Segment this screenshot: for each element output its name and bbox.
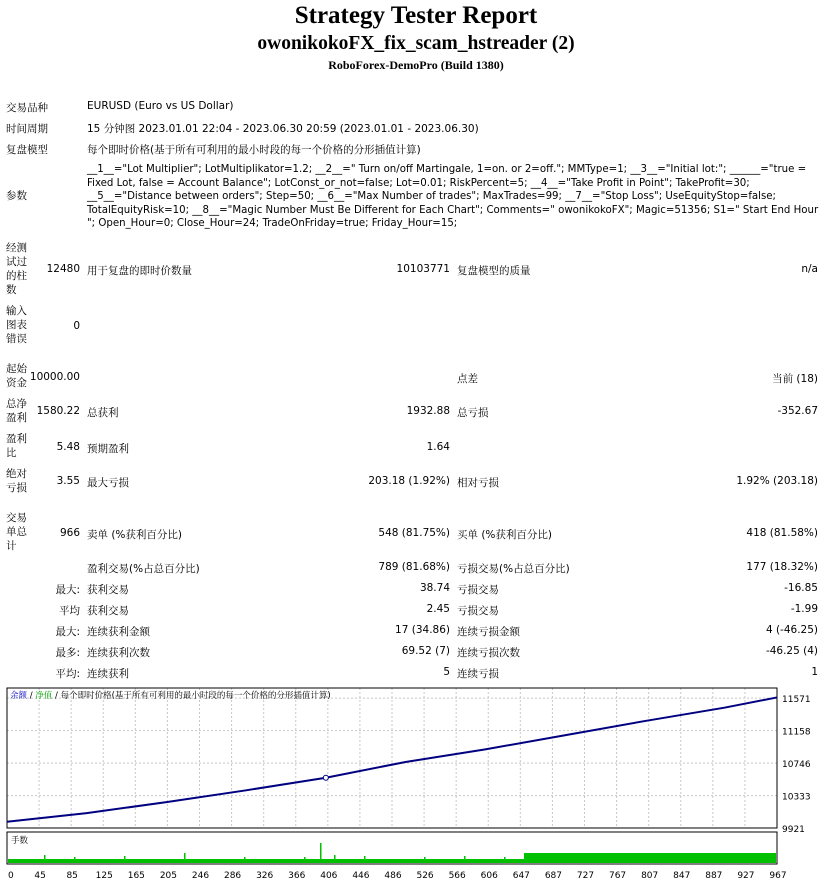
- volume-bar: [74, 857, 76, 863]
- payoff-label: 预期盈利: [87, 443, 129, 455]
- profit-trades-value: 789 (81.68%): [378, 561, 450, 573]
- bars-value: 12480: [46, 263, 80, 275]
- average-profit-value: 2.45: [426, 603, 450, 615]
- absdd-value: 3.55: [56, 475, 80, 487]
- legend-equity: 净值: [35, 691, 53, 701]
- average-profit-label: 获利交易: [87, 605, 129, 617]
- server-build: RoboForex-DemoPro (Build 1380): [328, 58, 504, 72]
- maxcons-label: 最大:: [55, 626, 80, 638]
- model-label: 复盘模型: [6, 144, 48, 156]
- chart-legend: [10, 690, 331, 701]
- spread-value: 当前 (18): [772, 373, 818, 385]
- ticks-value: 10103771: [396, 263, 450, 275]
- balance-marker: [323, 775, 328, 780]
- largest-loss-label: 亏损交易: [457, 584, 499, 596]
- netprofit-value: 1580.22: [36, 405, 80, 417]
- x-tick-label: 85: [66, 871, 78, 881]
- volume-bar: [464, 856, 466, 863]
- y-tick-label: 10333: [782, 792, 811, 803]
- avgcons-wins-label: 连续获利: [87, 668, 129, 680]
- volume-bar: [504, 857, 506, 863]
- report-title: Strategy Tester Report: [294, 2, 538, 29]
- maxdd-value: 203.18 (1.92%): [368, 475, 450, 487]
- y-tick-label: 10746: [782, 760, 811, 771]
- period-value: 15 分钟图 2023.01.01 22:04 - 2023.06.30 20:59 (2023.01.01 - 2023.06.30): [87, 123, 479, 135]
- maxcons-losses-label: 连续亏损金额: [457, 626, 520, 638]
- grossprofit-value: 1932.88: [406, 405, 450, 417]
- volume-bar: [364, 856, 366, 863]
- volume-bar: [744, 857, 746, 863]
- quality-label: 复盘模型的质量: [457, 265, 531, 277]
- avgcons-label: 平均:: [55, 668, 80, 680]
- volume-label: 手数: [11, 836, 29, 846]
- volume-bar: [334, 855, 336, 863]
- volume-block: [524, 853, 776, 863]
- pf-value: 5.48: [56, 441, 80, 453]
- average-loss-value: -1.99: [790, 603, 818, 615]
- legend-balance: 余额: [10, 691, 28, 701]
- maxcons-wins-value: 17 (34.86): [395, 624, 450, 636]
- reldd-label: 相对亏损: [457, 477, 499, 489]
- maxamt-label: 最多:: [55, 647, 80, 659]
- balance-chart: [4, 686, 830, 890]
- largest-profit-value: 38.74: [419, 582, 450, 594]
- legend-model: 每个即时价格(基于所有可利用的最小时段的每一个价格的分形插值计算): [60, 691, 331, 701]
- x-tick-label: 366: [288, 871, 306, 881]
- x-tick-label: 767: [608, 871, 627, 881]
- absdd-label: 绝对 亏损: [6, 468, 27, 494]
- y-tick-label: 11571: [782, 695, 811, 706]
- period-label: 时间周期: [6, 123, 48, 135]
- y-tick-label: 9921: [782, 825, 805, 835]
- deposit-value: 10000.00: [29, 371, 80, 383]
- x-tick-label: 246: [191, 871, 210, 881]
- spread-label: 点差: [457, 373, 478, 385]
- legend-sep-2: /: [52, 691, 61, 701]
- volume-bar: [564, 858, 566, 863]
- short-value: 548 (81.75%): [378, 527, 450, 539]
- grossloss-label: 总亏损: [457, 407, 489, 419]
- maxamt-losses-label: 连续亏损次数: [457, 647, 520, 659]
- grossprofit-label: 总获利: [87, 407, 119, 419]
- profit-trades-label: 盈利交易(%占总百分比): [87, 563, 200, 575]
- x-tick-label: 807: [641, 871, 659, 881]
- maxdd-label: 最大亏损: [87, 477, 129, 489]
- y-tick-label: 11158: [782, 727, 811, 738]
- x-tick-label: 727: [576, 871, 595, 881]
- reldd-value: 1.92% (203.18): [736, 475, 818, 487]
- trades-label: 交易 单总 计: [6, 512, 27, 552]
- maxcons-wins-label: 连续获利金额: [87, 626, 150, 638]
- volume-bar: [320, 843, 322, 863]
- x-tick-label: 967: [769, 871, 787, 881]
- x-tick-label: 687: [544, 871, 563, 881]
- volume-bar: [44, 855, 46, 863]
- ticks-label: 用于复盘的即时价数量: [87, 265, 192, 277]
- volume-bar: [244, 857, 246, 863]
- largest-loss-value: -16.85: [784, 582, 818, 594]
- avgcons-wins-value: 5: [443, 666, 450, 678]
- volume-bar: [604, 857, 606, 863]
- x-tick-label: 847: [673, 871, 691, 881]
- grossloss-value: -352.67: [777, 405, 818, 417]
- deposit-label: 起始 资金: [6, 363, 27, 389]
- x-tick-label: 326: [256, 871, 274, 881]
- model-value: 每个即时价格(基于所有可利用的最小时段的每一个价格的分形插值计算): [87, 144, 421, 156]
- maxamt-wins-value: 69.52 (7): [401, 645, 450, 657]
- x-tick-label: 286: [223, 871, 242, 881]
- long-label: 买单 (%获利百分比): [457, 529, 553, 541]
- netprofit-label: 总净 盈利: [6, 398, 27, 424]
- short-label: 卖单 (%获利百分比): [87, 529, 183, 541]
- avgcons-losses-value: 1: [811, 666, 818, 678]
- average-loss-label: 亏损交易: [457, 605, 499, 617]
- x-tick-label: 526: [416, 871, 434, 881]
- volume-bar: [124, 856, 126, 863]
- x-tick-label: 165: [127, 871, 145, 881]
- bars-label: 经测 试过 的柱 数: [6, 242, 27, 296]
- average-label: 平均: [59, 605, 80, 617]
- x-tick-label: 927: [737, 871, 755, 881]
- symbol-label: 交易品种: [6, 102, 48, 114]
- params-label: 参数: [6, 190, 27, 202]
- maxamt-losses-value: -46.25 (4): [765, 645, 818, 657]
- largest-profit-label: 获利交易: [87, 584, 129, 596]
- symbol-value: EURUSD (Euro vs US Dollar): [87, 100, 234, 112]
- x-tick-label: 406: [320, 871, 338, 881]
- params-value: __1__="Lot Multiplier"; LotMultiplikator=1.2; __2__=" Turn on/off Martingale, 1=on. or 2=off."; MMType=1; __3__="Initial lot:"; ______="true = Fixed Lot, false = Account Balance"; LotConst_or_not=false; Lot=0.01; RiskPercent=5; __4__="Take Profit in Point"; TakeProfit=30; __5__="Distance between orders"; Step=50; __6__="Max Number of trades"; MaxTrades=99; __7__="Stop Loss"; UseEquityStop=false; TotalEquityRisk=10; __8__="Magic Number Must Be Different for Each Chart"; Comments=" owonikokoFX"; Magic=51356; S1=" Start End Hour "; Open_Hour=0; Close_Hour=24; TradeOnFriday=true; Friday_Hour=15;: [87, 164, 819, 229]
- long-value: 418 (81.58%): [746, 527, 818, 539]
- volume-bar: [704, 858, 706, 863]
- x-tick-label: 45: [34, 871, 46, 881]
- payoff-value: 1.64: [426, 441, 450, 453]
- loss-trades-value: 177 (18.32%): [746, 561, 818, 573]
- loss-trades-label: 亏损交易(%占总百分比): [457, 563, 570, 575]
- avgcons-losses-label: 连续亏损: [457, 668, 499, 680]
- pf-label: 盈利 比: [6, 433, 27, 459]
- errors-value: 0: [73, 320, 80, 332]
- largest-label: 最大:: [55, 584, 80, 596]
- x-tick-label: 486: [384, 871, 402, 881]
- volume-bar: [424, 857, 426, 863]
- x-tick-label: 887: [705, 871, 723, 881]
- x-tick-label: 125: [95, 871, 113, 881]
- maxcons-losses-value: 4 (-46.25): [765, 624, 818, 636]
- x-tick-label: 647: [512, 871, 530, 881]
- trades-value: 966: [59, 527, 80, 539]
- x-tick-label: 0: [8, 871, 14, 881]
- volume-bar: [184, 853, 186, 863]
- volume-bar: [654, 858, 656, 863]
- legend-sep-1: /: [27, 691, 36, 701]
- maxamt-wins-label: 连续获利次数: [87, 647, 150, 659]
- x-tick-label: 566: [448, 871, 466, 881]
- expert-name: owonikokoFX_fix_scam_hstreader (2): [257, 33, 575, 54]
- errors-label: 输入 图表 错误: [6, 305, 27, 345]
- x-tick-label: 446: [352, 871, 370, 881]
- x-tick-label: 205: [159, 871, 178, 881]
- volume-bar: [304, 857, 306, 863]
- x-tick-label: 606: [480, 871, 498, 881]
- quality-value: n/a: [801, 263, 818, 275]
